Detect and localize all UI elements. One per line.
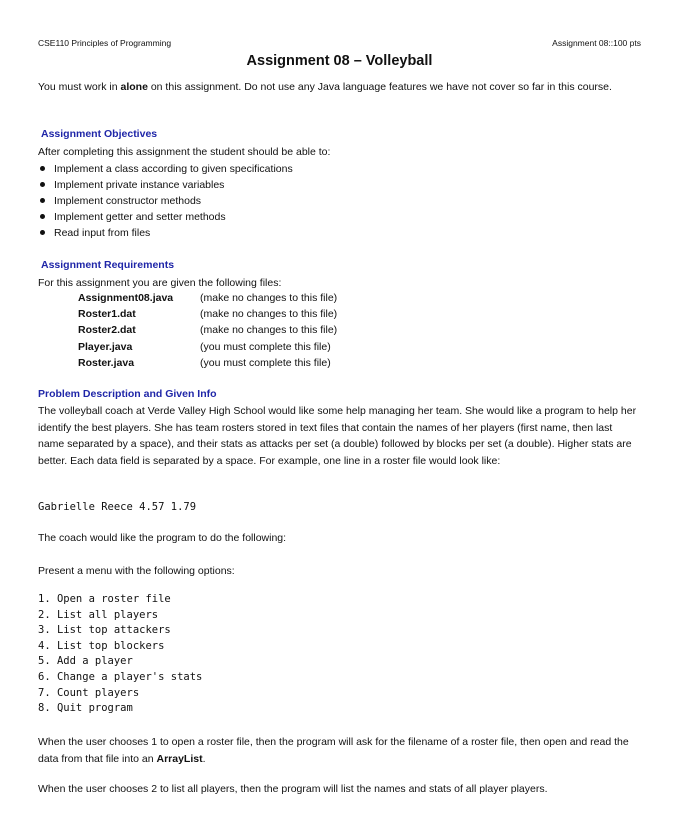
choice1-paragraph [38, 734, 638, 767]
file-name: Assignment08.java [78, 292, 174, 304]
choice1-text-after: . [202, 752, 206, 765]
bullet-icon [40, 230, 45, 235]
file-name: Roster1.dat [78, 308, 136, 321]
menu-option: 7. Count players [38, 686, 140, 699]
menu-option: 6. Change a player's stats [38, 670, 203, 683]
file-note: (make no changes to this file) [200, 292, 338, 304]
objective-text: Implement getter and setter methods [54, 211, 226, 223]
menu-option: 4. List top blockers [38, 639, 165, 652]
menu-option: 8. Quit program [38, 702, 133, 715]
points-header: Assignment 08::100 pts [552, 38, 641, 48]
file-name: Player.java [78, 340, 133, 353]
list-item [38, 225, 293, 241]
requirements-lead: For this assignment you are given the following files: [38, 277, 282, 289]
list-item [38, 193, 293, 209]
objective-text: Implement a class according to given specifications [54, 163, 293, 175]
file-row [78, 290, 337, 306]
menu-options-list [38, 592, 202, 717]
objectives-heading: Assignment Objectives [41, 128, 158, 140]
menu-option: 2. List all players [38, 608, 159, 621]
bullet-icon [40, 182, 45, 187]
menu-option: 5. Add a player [38, 655, 133, 668]
list-item [38, 161, 293, 177]
requirements-heading: Assignment Requirements [41, 259, 175, 271]
intro-text-before: You must work in [38, 81, 121, 93]
menu-option: 3. List top attackers [38, 624, 171, 637]
intro-bold-word: alone [120, 81, 148, 93]
bullet-icon [40, 198, 45, 203]
example-roster-line: Gabrielle Reece 4.57 1.79 [38, 501, 197, 513]
file-note: (make no changes to this file) [200, 308, 338, 321]
objective-text: Read input from files [54, 227, 151, 239]
objective-text: Implement constructor methods [54, 195, 202, 207]
file-row [78, 306, 337, 322]
choice1-text-before: When the user chooses 1 to open a roster file, then the program will ask for the filename of a roster file, then open and read the data from that file into an [38, 736, 629, 765]
intro-paragraph [38, 79, 638, 96]
menu-option: 1. Open a roster file [38, 593, 171, 605]
choice1-bold-word: ArrayList [156, 752, 203, 765]
file-row [78, 355, 337, 371]
list-item [38, 177, 293, 193]
file-row [78, 339, 337, 355]
bullet-icon [40, 166, 45, 171]
objectives-lead: After completing this assignment the student should be able to: [38, 146, 331, 158]
coach-wants-text: The coach would like the program to do the following: [38, 532, 287, 544]
menu-lead-text: Present a menu with the following options: [38, 565, 235, 577]
file-row [78, 322, 337, 338]
list-item [38, 209, 293, 225]
course-header: CSE110 Principles of Programming [38, 38, 172, 48]
intro-text-after: on this assignment. Do not use any Java language features we have not cover so far in this course. [147, 81, 612, 93]
problem-heading: Problem Description and Given Info [38, 388, 217, 400]
file-name: Roster.java [78, 356, 135, 369]
given-files-list [78, 290, 337, 371]
file-note: (make no changes to this file) [200, 324, 338, 337]
file-note: (you must complete this file) [200, 340, 331, 353]
choice2-paragraph: When the user chooses 2 to list all players, then the program will list the names and stats of all player players. [38, 783, 548, 795]
bullet-icon [40, 214, 45, 219]
file-name: Roster2.dat [78, 324, 136, 337]
objectives-list [38, 161, 293, 241]
problem-description: The volleyball coach at Verde Valley High School would like some help managing her team. She would like a program to help her identify the best players. She has team rosters stored in text files that contain the names of her players (first name, then last name separated by a space), and their stats as attacks per set (a double) followed by blocks per set (a double). Higher stats are better. Each data field is separated by a space. For example, one line in a roster file would look like: [38, 405, 637, 467]
page-title: Assignment 08 – Volleyball [246, 53, 433, 69]
objective-text: Implement private instance variables [54, 179, 225, 191]
file-note: (you must complete this file) [200, 356, 331, 369]
